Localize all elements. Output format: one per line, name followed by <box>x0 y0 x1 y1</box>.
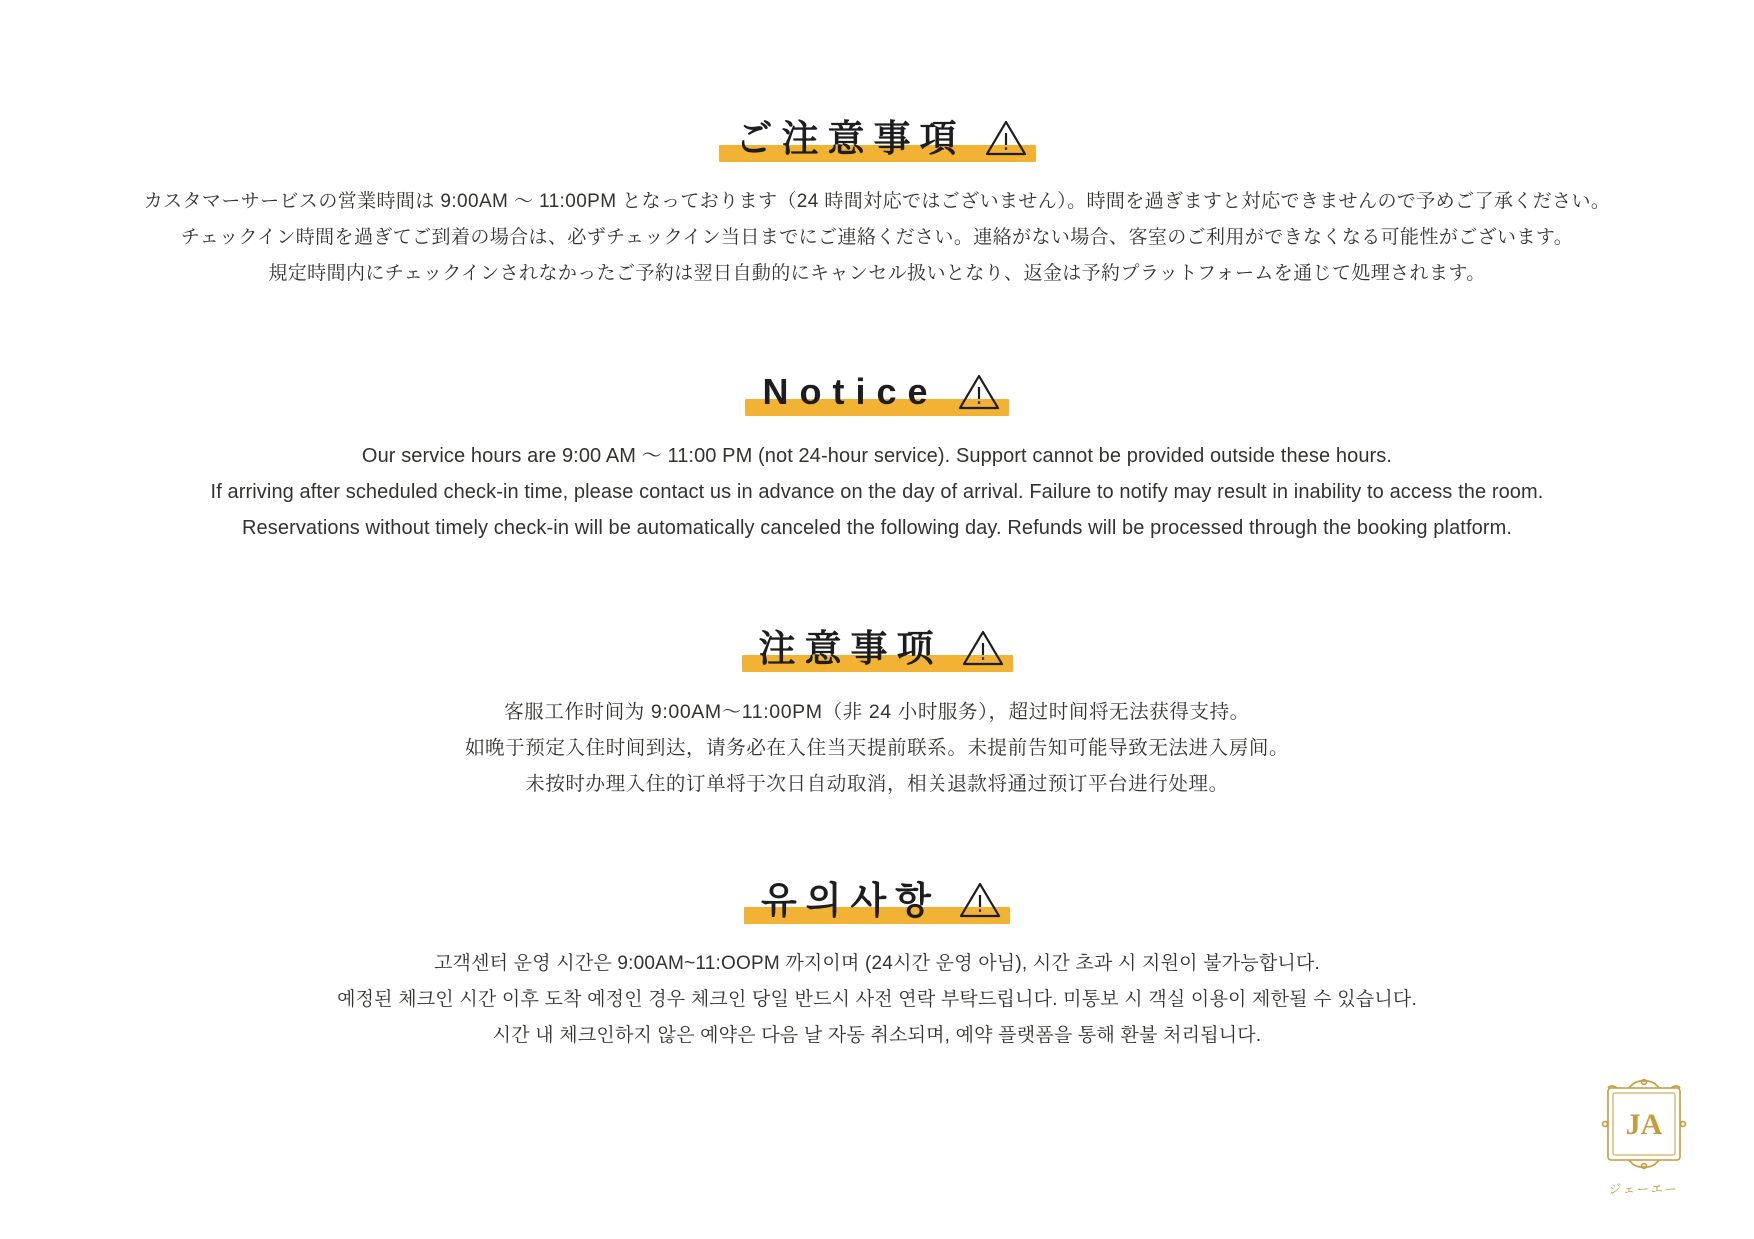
body-lines-korean <box>0 946 1754 1054</box>
body-line: If arriving after scheduled check-in time, please contact us in advance on the day of arrival. Failure to notify may result in inability to access the room. <box>210 481 1544 503</box>
warning-triangle-icon <box>958 880 1002 920</box>
body-line: 예정된 체크인 시간 이후 도착 예정인 경우 체크인 당일 반드시 사전 연락 부탁드립니다. 미통보 시 객실 이용이 제한될 수 있습니다. <box>337 989 1417 1010</box>
section-korean <box>0 880 1754 1054</box>
body-lines-english <box>0 438 1754 546</box>
logo-monogram: JA <box>1625 1108 1663 1141</box>
body-line: 未按时办理入住的订单将于次日自动取消，相关退款将通过预订平台进行处理。 <box>525 773 1229 795</box>
heading-japanese <box>719 118 1036 158</box>
warning-triangle-icon <box>961 628 1005 668</box>
body-lines-japanese <box>0 184 1754 292</box>
heading-text: ご注意事項 <box>735 117 966 159</box>
section-chinese <box>0 628 1754 802</box>
body-lines-chinese <box>0 694 1754 802</box>
body-line: 如晚于预定入住时间到达，请务必在入住当天提前联系。未提前告知可能导致无法进入房间。 <box>464 737 1290 759</box>
section-japanese <box>0 118 1754 292</box>
heading-chinese <box>742 628 1013 668</box>
body-line: Our service hours are 9:00 AM 〜 11:00 PM (not 24-hour service). Support cannot be provided outside these hours. <box>361 445 1393 467</box>
body-line: 고객센터 운영 시간은 9:00AM~11:OOPM 까지이며 (24시간 운영 아님), 시간 초과 시 지원이 불가능합니다. <box>433 953 1320 974</box>
body-line: Reservations without timely check-in will be automatically canceled the following day. Refunds will be processed through the booking platform. <box>241 517 1513 539</box>
heading-text: Notice <box>762 371 939 412</box>
body-line: 規定時間内にチェックインされなかったご予約は翌日自動的にキャンセル扱いとなり、返金は予約プラットフォームを通じて処理されます。 <box>268 263 1486 284</box>
heading-text: 注意事项 <box>758 627 943 669</box>
warning-triangle-icon <box>957 372 1001 412</box>
body-line: 客服工作时间为 9:00AM〜11:00PM（非 24 小时服务），超过时间将无法获得支持。 <box>504 701 1250 723</box>
heading-english <box>745 372 1008 412</box>
warning-triangle-icon <box>984 118 1028 158</box>
heading-text: 유의사항 <box>761 879 940 921</box>
heading-korean <box>744 880 1010 920</box>
body-line: 시간 내 체크인하지 않은 예약은 다음 날 자동 취소되며, 예약 플랫폼을 통해 환불 처리됩니다. <box>492 1025 1262 1046</box>
logo-frame-icon <box>1599 1076 1689 1172</box>
section-english <box>0 372 1754 546</box>
brand-logo <box>1592 1076 1696 1197</box>
logo-caption: ジェーエー <box>1609 1182 1679 1196</box>
body-line: チェックイン時間を過ぎてご到着の場合は、必ずチェックイン当日までにご連絡ください。連絡がない場合、客室のご利用ができなくなる可能性がございます。 <box>180 227 1574 248</box>
body-line: カスタマーサービスの営業時間は 9:00AM 〜 11:00PM となっております（24 時間対応ではございません）。時間を過ぎますと対応できませんので予めご了承ください。 <box>143 191 1611 212</box>
